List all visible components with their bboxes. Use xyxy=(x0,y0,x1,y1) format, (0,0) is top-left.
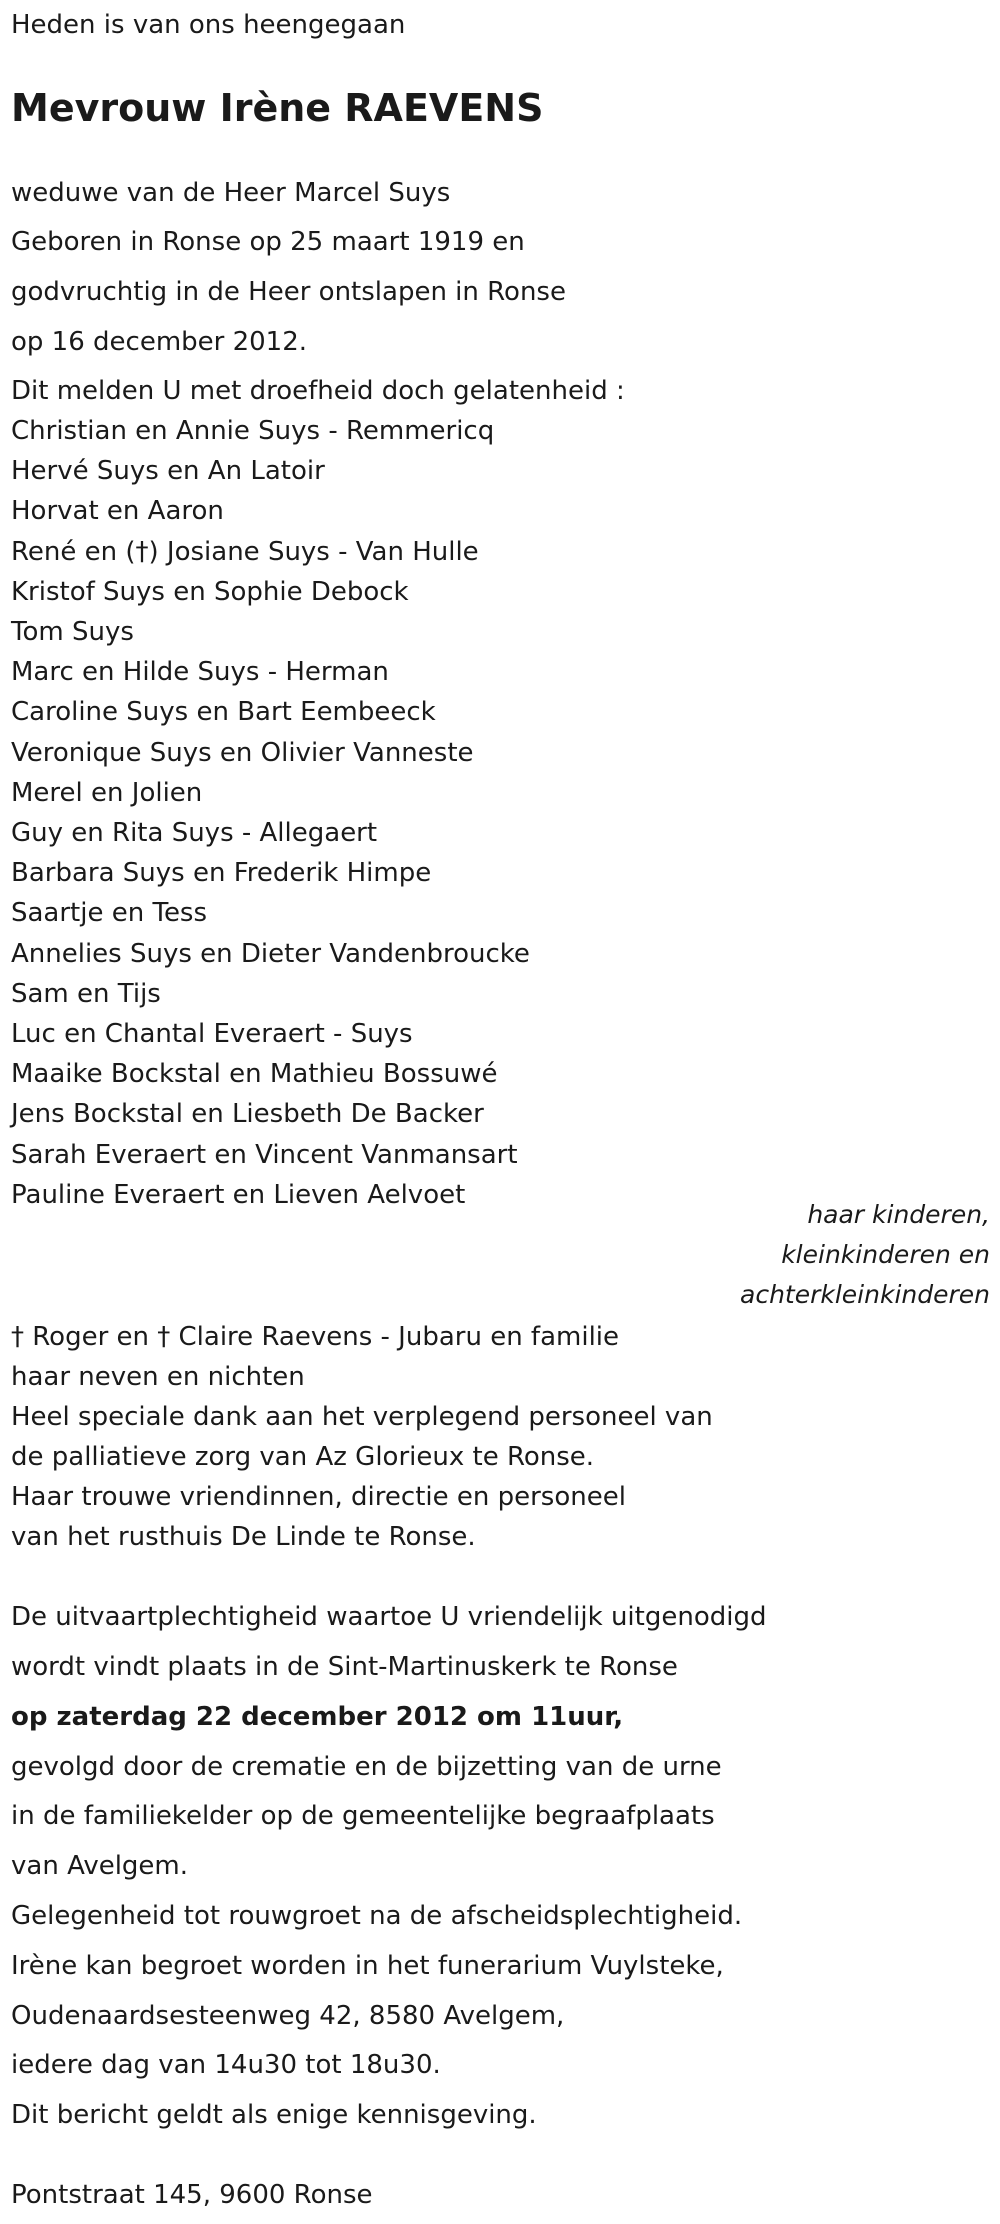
intro-text: Heden is van ons heengegaan xyxy=(11,10,406,40)
relatives-line: Heel speciale dank aan het verplegend personeel van xyxy=(11,1402,713,1432)
family-member: Tom Suys xyxy=(11,617,134,647)
family-member: Marc en Hilde Suys - Herman xyxy=(11,657,389,687)
ceremony-line: iedere dag van 14u30 tot 18u30. xyxy=(11,2050,441,2080)
family-caption-line: kleinkinderen en xyxy=(781,1240,990,1269)
ceremony-line: Oudenaardsesteenweg 42, 8580 Avelgem, xyxy=(11,2001,565,2031)
bio-line: op 16 december 2012. xyxy=(11,327,308,357)
family-caption-line: achterkleinkinderen xyxy=(740,1280,990,1309)
ceremony-line: wordt vindt plaats in de Sint-Martinuskerk te Ronse xyxy=(11,1652,678,1682)
family-member: Caroline Suys en Bart Eembeeck xyxy=(11,697,436,727)
bio-line: Geboren in Ronse op 25 maart 1919 en xyxy=(11,227,525,257)
family-member: Pauline Everaert en Lieven Aelvoet xyxy=(11,1180,466,1210)
family-member: Jens Bockstal en Liesbeth De Backer xyxy=(11,1099,484,1129)
relatives-line: haar neven en nichten xyxy=(11,1362,305,1392)
family-member: Guy en Rita Suys - Allegaert xyxy=(11,818,378,848)
ceremony-line: Irène kan begroet worden in het funerarium Vuylsteke, xyxy=(11,1951,724,1981)
family-member: Maaike Bockstal en Mathieu Bossuwé xyxy=(11,1059,498,1089)
relatives-line: Haar trouwe vriendinnen, directie en personeel xyxy=(11,1482,626,1512)
ceremony-date: op zaterdag 22 december 2012 om 11uur, xyxy=(11,1702,624,1732)
ceremony-line: in de familiekelder op de gemeentelijke begraafplaats xyxy=(11,1801,715,1831)
relatives-line: de palliatieve zorg van Az Glorieux te Ronse. xyxy=(11,1442,595,1472)
family-member: Christian en Annie Suys - Remmericq xyxy=(11,416,495,446)
family-caption-line: haar kinderen, xyxy=(807,1200,990,1229)
deceased-name: Mevrouw Irène RAEVENS xyxy=(11,86,544,130)
family-member: Horvat en Aaron xyxy=(11,496,224,526)
bio-line: godvruchtig in de Heer ontslapen in Ronse xyxy=(11,277,566,307)
family-member: Kristof Suys en Sophie Debock xyxy=(11,577,409,607)
relatives-line: † Roger en † Claire Raevens - Jubaru en familie xyxy=(11,1322,620,1352)
announce-text: Dit melden U met droefheid doch gelatenheid : xyxy=(11,376,625,406)
ceremony-line: Dit bericht geldt als enige kennisgeving. xyxy=(11,2100,537,2130)
bio-line: weduwe van de Heer Marcel Suys xyxy=(11,178,451,208)
family-member: Veronique Suys en Olivier Vanneste xyxy=(11,738,474,768)
ceremony-line: De uitvaartplechtigheid waartoe U vriendelijk uitgenodigd xyxy=(11,1602,767,1632)
ceremony-line: Gelegenheid tot rouwgroet na de afscheidsplechtigheid. xyxy=(11,1901,743,1931)
family-member: Sarah Everaert en Vincent Vanmansart xyxy=(11,1140,518,1170)
ceremony-line: gevolgd door de crematie en de bijzetting van de urne xyxy=(11,1752,722,1782)
ceremony-line: van Avelgem. xyxy=(11,1851,189,1881)
family-member: René en (†) Josiane Suys - Van Hulle xyxy=(11,537,479,567)
family-member: Annelies Suys en Dieter Vandenbroucke xyxy=(11,939,530,969)
family-member: Hervé Suys en An Latoir xyxy=(11,456,325,486)
family-member: Sam en Tijs xyxy=(11,979,161,1009)
relatives-line: van het rusthuis De Linde te Ronse. xyxy=(11,1522,476,1552)
family-member: Merel en Jolien xyxy=(11,778,203,808)
family-member: Saartje en Tess xyxy=(11,898,208,928)
address-text: Pontstraat 145, 9600 Ronse xyxy=(11,2180,373,2210)
family-member: Barbara Suys en Frederik Himpe xyxy=(11,858,432,888)
family-member: Luc en Chantal Everaert - Suys xyxy=(11,1019,413,1049)
